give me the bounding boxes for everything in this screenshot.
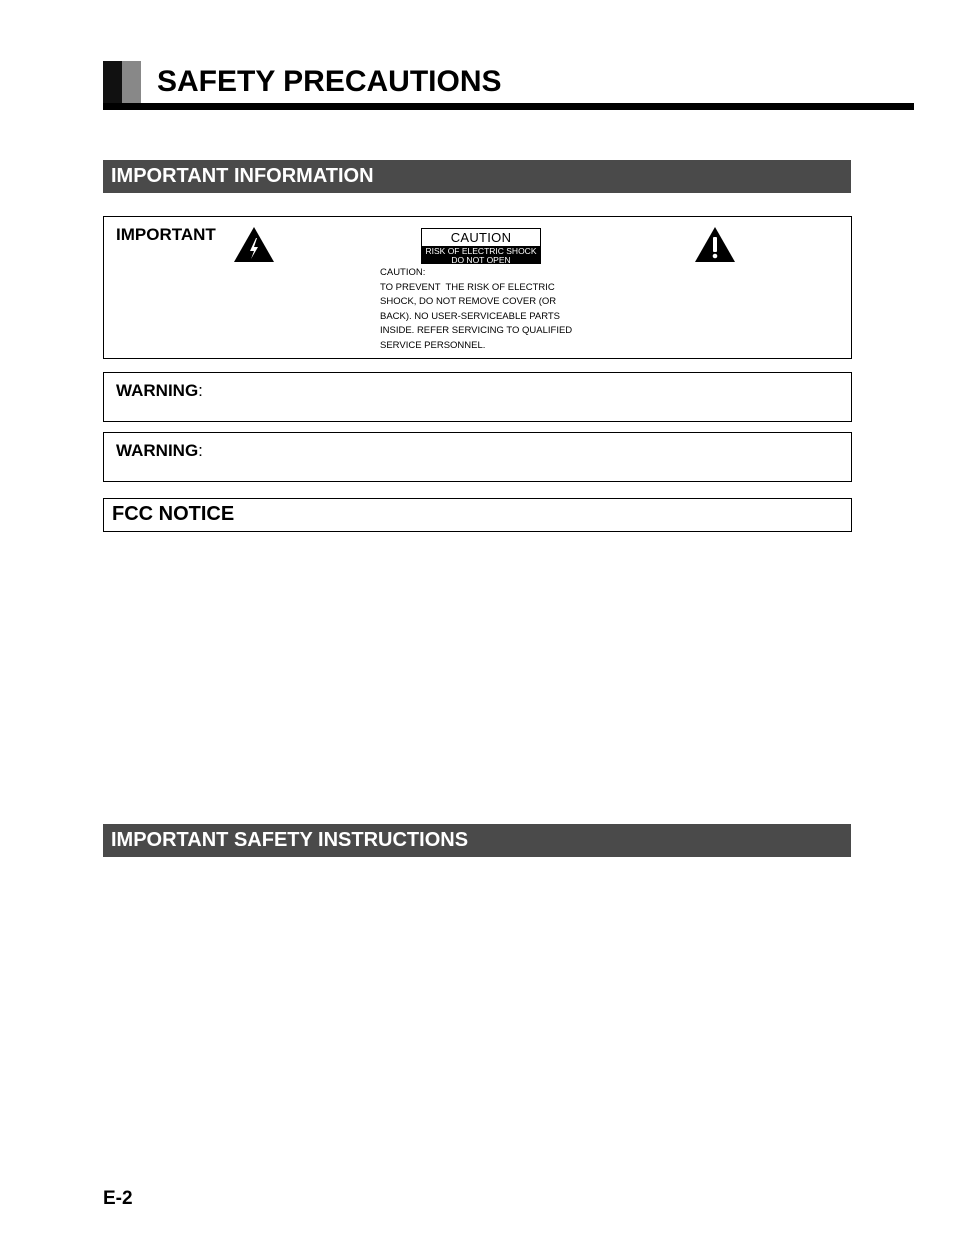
caution-sticker [421,228,541,264]
section-heading-safety-instructions: IMPORTANT SAFETY INSTRUCTIONS [103,824,851,857]
section-heading-important-information: IMPORTANT INFORMATION [103,160,851,193]
page-title: SAFETY PRECAUTIONS [157,65,502,98]
caution-text [380,266,572,353]
page-number: E-2 [103,1188,133,1209]
warning-box [103,432,852,482]
important-label: IMPORTANT [116,225,216,244]
caution-text-line: CAUTION: [380,267,426,278]
warning-box [103,372,852,422]
warning-label: WARNING: [116,381,203,400]
caution-text-line: INSIDE. REFER SERVICING TO QUALIFIED [380,325,573,336]
caution-text-line: BACK). NO USER-SERVICEABLE PARTS [380,310,561,322]
caution-sticker-line2: DO NOT OPEN [451,254,511,265]
fcc-notice-title: FCC NOTICE [112,503,235,525]
exclamation-warning-icon [694,226,736,263]
caution-sticker-line1: RISK OF ELECTRIC SHOCK [425,246,537,256]
fcc-notice-box [103,498,852,532]
caution-text-line: TO PREVENT THE RISK OF ELECTRIC [380,281,555,293]
caution-sticker-title: CAUTION [450,230,512,245]
title-marker [103,61,141,107]
lightning-warning-icon [233,226,275,263]
caution-text-line: SHOCK, DO NOT REMOVE COVER (OR [380,296,557,307]
caution-text-line: SERVICE PERSONNEL. [380,339,486,351]
title-rule [103,103,914,110]
warning-label: WARNING: [116,441,203,460]
